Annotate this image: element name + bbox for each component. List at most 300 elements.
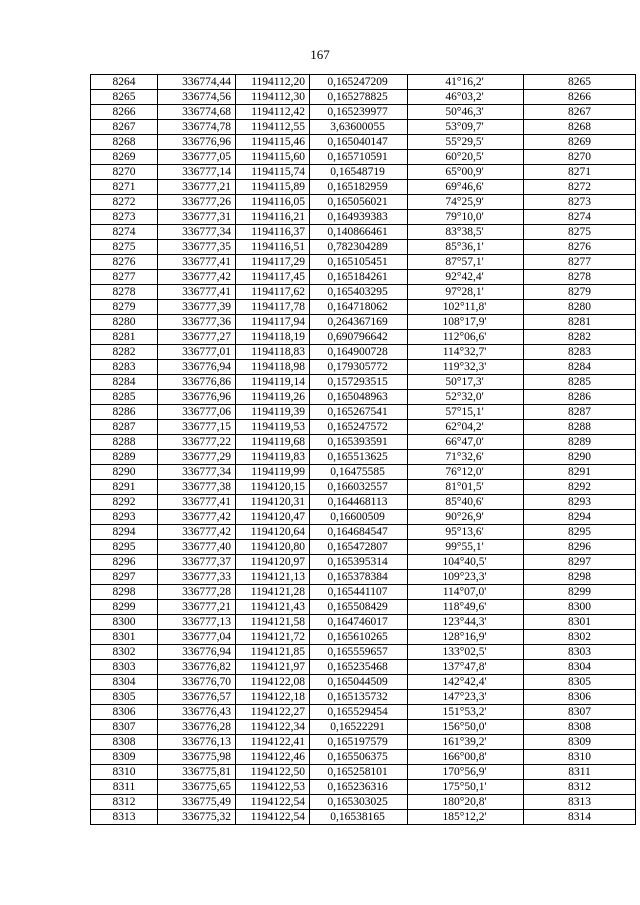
distance-cell: 0,165056021 <box>310 195 408 210</box>
table-row <box>91 75 636 90</box>
distance-cell: 0,165235468 <box>310 660 408 675</box>
x-coordinate-cell: 336777,34 <box>158 225 236 240</box>
table-row <box>91 810 636 825</box>
y-coordinate-cell: 1194118,83 <box>236 345 310 360</box>
table-row <box>91 240 636 255</box>
next-point-cell: 8275 <box>524 225 636 240</box>
distance-cell: 0,264367169 <box>310 315 408 330</box>
x-coordinate-cell: 336777,34 <box>158 465 236 480</box>
distance-cell: 0,140866461 <box>310 225 408 240</box>
table-row <box>91 255 636 270</box>
distance-cell: 0,16548719 <box>310 165 408 180</box>
bearing-cell: 133°02,5' <box>408 645 524 660</box>
table-row <box>91 165 636 180</box>
y-coordinate-cell: 1194122,53 <box>236 780 310 795</box>
distance-cell: 0,165559657 <box>310 645 408 660</box>
bearing-cell: 79°10,0' <box>408 210 524 225</box>
x-coordinate-cell: 336776,96 <box>158 135 236 150</box>
table-row <box>91 315 636 330</box>
bearing-cell: 170°56,9' <box>408 765 524 780</box>
y-coordinate-cell: 1194117,78 <box>236 300 310 315</box>
x-coordinate-cell: 336777,41 <box>158 255 236 270</box>
next-point-cell: 8289 <box>524 435 636 450</box>
point-number-cell: 8312 <box>91 795 158 810</box>
table-row <box>91 480 636 495</box>
next-point-cell: 8304 <box>524 660 636 675</box>
distance-cell: 0,164939383 <box>310 210 408 225</box>
x-coordinate-cell: 336777,40 <box>158 540 236 555</box>
y-coordinate-cell: 1194122,54 <box>236 810 310 825</box>
y-coordinate-cell: 1194119,26 <box>236 390 310 405</box>
y-coordinate-cell: 1194119,68 <box>236 435 310 450</box>
y-coordinate-cell: 1194119,53 <box>236 420 310 435</box>
y-coordinate-cell: 1194121,28 <box>236 585 310 600</box>
point-number-cell: 8293 <box>91 510 158 525</box>
table-row <box>91 360 636 375</box>
point-number-cell: 8285 <box>91 390 158 405</box>
distance-cell: 0,165182959 <box>310 180 408 195</box>
point-number-cell: 8264 <box>91 75 158 90</box>
next-point-cell: 8295 <box>524 525 636 540</box>
point-number-cell: 8308 <box>91 735 158 750</box>
point-number-cell: 8284 <box>91 375 158 390</box>
coordinates-table-body <box>91 75 636 825</box>
table-row <box>91 525 636 540</box>
table-row <box>91 270 636 285</box>
next-point-cell: 8286 <box>524 390 636 405</box>
table-row <box>91 765 636 780</box>
table-row <box>91 615 636 630</box>
y-coordinate-cell: 1194122,54 <box>236 795 310 810</box>
next-point-cell: 8287 <box>524 405 636 420</box>
x-coordinate-cell: 336776,82 <box>158 660 236 675</box>
bearing-cell: 161°39,2' <box>408 735 524 750</box>
x-coordinate-cell: 336774,78 <box>158 120 236 135</box>
point-number-cell: 8300 <box>91 615 158 630</box>
table-row <box>91 375 636 390</box>
point-number-cell: 8278 <box>91 285 158 300</box>
y-coordinate-cell: 1194116,51 <box>236 240 310 255</box>
table-row <box>91 225 636 240</box>
distance-cell: 0,165247209 <box>310 75 408 90</box>
x-coordinate-cell: 336775,81 <box>158 765 236 780</box>
y-coordinate-cell: 1194122,50 <box>236 765 310 780</box>
point-number-cell: 8302 <box>91 645 158 660</box>
x-coordinate-cell: 336774,56 <box>158 90 236 105</box>
distance-cell: 0,165393591 <box>310 435 408 450</box>
next-point-cell: 8284 <box>524 360 636 375</box>
x-coordinate-cell: 336776,96 <box>158 390 236 405</box>
distance-cell: 0,16538165 <box>310 810 408 825</box>
y-coordinate-cell: 1194112,30 <box>236 90 310 105</box>
next-point-cell: 8311 <box>524 765 636 780</box>
distance-cell: 0,165040147 <box>310 135 408 150</box>
bearing-cell: 114°32,7' <box>408 345 524 360</box>
bearing-cell: 114°07,0' <box>408 585 524 600</box>
x-coordinate-cell: 336777,29 <box>158 450 236 465</box>
point-number-cell: 8291 <box>91 480 158 495</box>
point-number-cell: 8304 <box>91 675 158 690</box>
x-coordinate-cell: 336777,37 <box>158 555 236 570</box>
distance-cell: 0,165184261 <box>310 270 408 285</box>
bearing-cell: 180°20,8' <box>408 795 524 810</box>
x-coordinate-cell: 336776,28 <box>158 720 236 735</box>
y-coordinate-cell: 1194121,58 <box>236 615 310 630</box>
next-point-cell: 8302 <box>524 630 636 645</box>
distance-cell: 0,165258101 <box>310 765 408 780</box>
bearing-cell: 60°20,5' <box>408 150 524 165</box>
x-coordinate-cell: 336775,49 <box>158 795 236 810</box>
next-point-cell: 8314 <box>524 810 636 825</box>
y-coordinate-cell: 1194116,05 <box>236 195 310 210</box>
bearing-cell: 119°32,3' <box>408 360 524 375</box>
next-point-cell: 8291 <box>524 465 636 480</box>
y-coordinate-cell: 1194112,20 <box>236 75 310 90</box>
x-coordinate-cell: 336777,22 <box>158 435 236 450</box>
next-point-cell: 8265 <box>524 75 636 90</box>
next-point-cell: 8297 <box>524 555 636 570</box>
bearing-cell: 55°29,5' <box>408 135 524 150</box>
point-number-cell: 8270 <box>91 165 158 180</box>
next-point-cell: 8292 <box>524 480 636 495</box>
bearing-cell: 65°00,9' <box>408 165 524 180</box>
x-coordinate-cell: 336777,26 <box>158 195 236 210</box>
y-coordinate-cell: 1194115,60 <box>236 150 310 165</box>
point-number-cell: 8271 <box>91 180 158 195</box>
distance-cell: 0,165441107 <box>310 585 408 600</box>
x-coordinate-cell: 336777,21 <box>158 600 236 615</box>
next-point-cell: 8266 <box>524 90 636 105</box>
bearing-cell: 76°12,0' <box>408 465 524 480</box>
table-row <box>91 390 636 405</box>
bearing-cell: 85°40,6' <box>408 495 524 510</box>
x-coordinate-cell: 336777,15 <box>158 420 236 435</box>
point-number-cell: 8276 <box>91 255 158 270</box>
y-coordinate-cell: 1194117,62 <box>236 285 310 300</box>
point-number-cell: 8281 <box>91 330 158 345</box>
bearing-cell: 87°57,1' <box>408 255 524 270</box>
table-row <box>91 735 636 750</box>
table-row <box>91 750 636 765</box>
x-coordinate-cell: 336777,39 <box>158 300 236 315</box>
x-coordinate-cell: 336777,04 <box>158 630 236 645</box>
x-coordinate-cell: 336775,98 <box>158 750 236 765</box>
next-point-cell: 8278 <box>524 270 636 285</box>
x-coordinate-cell: 336775,32 <box>158 810 236 825</box>
distance-cell: 0,164684547 <box>310 525 408 540</box>
table-row <box>91 195 636 210</box>
y-coordinate-cell: 1194116,37 <box>236 225 310 240</box>
distance-cell: 0,164746017 <box>310 615 408 630</box>
y-coordinate-cell: 1194122,18 <box>236 690 310 705</box>
table-row <box>91 660 636 675</box>
bearing-cell: 166°00,8' <box>408 750 524 765</box>
next-point-cell: 8301 <box>524 615 636 630</box>
y-coordinate-cell: 1194120,64 <box>236 525 310 540</box>
point-number-cell: 8292 <box>91 495 158 510</box>
x-coordinate-cell: 336776,57 <box>158 690 236 705</box>
distance-cell: 0,165710591 <box>310 150 408 165</box>
next-point-cell: 8307 <box>524 705 636 720</box>
table-row <box>91 555 636 570</box>
table-row <box>91 570 636 585</box>
table-row <box>91 435 636 450</box>
bearing-cell: 156°50,0' <box>408 720 524 735</box>
x-coordinate-cell: 336776,70 <box>158 675 236 690</box>
distance-cell: 0,16475585 <box>310 465 408 480</box>
x-coordinate-cell: 336777,36 <box>158 315 236 330</box>
y-coordinate-cell: 1194121,85 <box>236 645 310 660</box>
point-number-cell: 8296 <box>91 555 158 570</box>
next-point-cell: 8299 <box>524 585 636 600</box>
y-coordinate-cell: 1194121,13 <box>236 570 310 585</box>
distance-cell: 0,164718062 <box>310 300 408 315</box>
x-coordinate-cell: 336777,42 <box>158 525 236 540</box>
point-number-cell: 8266 <box>91 105 158 120</box>
table-row <box>91 465 636 480</box>
y-coordinate-cell: 1194115,46 <box>236 135 310 150</box>
x-coordinate-cell: 336777,41 <box>158 495 236 510</box>
next-point-cell: 8277 <box>524 255 636 270</box>
point-number-cell: 8309 <box>91 750 158 765</box>
x-coordinate-cell: 336777,35 <box>158 240 236 255</box>
point-number-cell: 8290 <box>91 465 158 480</box>
bearing-cell: 97°28,1' <box>408 285 524 300</box>
table-row <box>91 630 636 645</box>
next-point-cell: 8308 <box>524 720 636 735</box>
distance-cell: 0,165508429 <box>310 600 408 615</box>
bearing-cell: 95°13,6' <box>408 525 524 540</box>
next-point-cell: 8309 <box>524 735 636 750</box>
distance-cell: 0,782304289 <box>310 240 408 255</box>
distance-cell: 0,165247572 <box>310 420 408 435</box>
bearing-cell: 123°44,3' <box>408 615 524 630</box>
bearing-cell: 66°47,0' <box>408 435 524 450</box>
y-coordinate-cell: 1194122,08 <box>236 675 310 690</box>
bearing-cell: 185°12,2' <box>408 810 524 825</box>
x-coordinate-cell: 336777,38 <box>158 480 236 495</box>
distance-cell: 0,157293515 <box>310 375 408 390</box>
distance-cell: 0,165529454 <box>310 705 408 720</box>
next-point-cell: 8294 <box>524 510 636 525</box>
bearing-cell: 71°32,6' <box>408 450 524 465</box>
distance-cell: 0,165278825 <box>310 90 408 105</box>
next-point-cell: 8269 <box>524 135 636 150</box>
y-coordinate-cell: 1194112,55 <box>236 120 310 135</box>
x-coordinate-cell: 336776,94 <box>158 645 236 660</box>
next-point-cell: 8293 <box>524 495 636 510</box>
next-point-cell: 8271 <box>524 165 636 180</box>
y-coordinate-cell: 1194119,14 <box>236 375 310 390</box>
next-point-cell: 8267 <box>524 105 636 120</box>
next-point-cell: 8298 <box>524 570 636 585</box>
point-number-cell: 8310 <box>91 765 158 780</box>
next-point-cell: 8279 <box>524 285 636 300</box>
x-coordinate-cell: 336774,68 <box>158 105 236 120</box>
bearing-cell: 46°03,2' <box>408 90 524 105</box>
table-row <box>91 645 636 660</box>
y-coordinate-cell: 1194112,42 <box>236 105 310 120</box>
point-number-cell: 8295 <box>91 540 158 555</box>
distance-cell: 0,165135732 <box>310 690 408 705</box>
bearing-cell: 151°53,2' <box>408 705 524 720</box>
next-point-cell: 8313 <box>524 795 636 810</box>
point-number-cell: 8265 <box>91 90 158 105</box>
x-coordinate-cell: 336777,42 <box>158 510 236 525</box>
y-coordinate-cell: 1194118,19 <box>236 330 310 345</box>
y-coordinate-cell: 1194120,31 <box>236 495 310 510</box>
bearing-cell: 62°04,2' <box>408 420 524 435</box>
table-row <box>91 540 636 555</box>
bearing-cell: 50°46,3' <box>408 105 524 120</box>
table-row <box>91 795 636 810</box>
distance-cell: 0,179305772 <box>310 360 408 375</box>
table-row <box>91 690 636 705</box>
bearing-cell: 112°06,6' <box>408 330 524 345</box>
bearing-cell: 85°36,1' <box>408 240 524 255</box>
x-coordinate-cell: 336777,33 <box>158 570 236 585</box>
y-coordinate-cell: 1194118,98 <box>236 360 310 375</box>
bearing-cell: 128°16,9' <box>408 630 524 645</box>
x-coordinate-cell: 336776,94 <box>158 360 236 375</box>
bearing-cell: 57°15,1' <box>408 405 524 420</box>
distance-cell: 0,164468113 <box>310 495 408 510</box>
table-row <box>91 180 636 195</box>
bearing-cell: 83°38,5' <box>408 225 524 240</box>
x-coordinate-cell: 336777,42 <box>158 270 236 285</box>
distance-cell: 0,165506375 <box>310 750 408 765</box>
y-coordinate-cell: 1194115,74 <box>236 165 310 180</box>
x-coordinate-cell: 336777,27 <box>158 330 236 345</box>
distance-cell: 0,165395314 <box>310 555 408 570</box>
y-coordinate-cell: 1194120,15 <box>236 480 310 495</box>
x-coordinate-cell: 336777,06 <box>158 405 236 420</box>
distance-cell: 0,165378384 <box>310 570 408 585</box>
y-coordinate-cell: 1194121,43 <box>236 600 310 615</box>
y-coordinate-cell: 1194122,27 <box>236 705 310 720</box>
x-coordinate-cell: 336777,14 <box>158 165 236 180</box>
bearing-cell: 104°40,5' <box>408 555 524 570</box>
bearing-cell: 53°09,7' <box>408 120 524 135</box>
next-point-cell: 8283 <box>524 345 636 360</box>
point-number-cell: 8268 <box>91 135 158 150</box>
x-coordinate-cell: 336777,21 <box>158 180 236 195</box>
table-row <box>91 495 636 510</box>
distance-cell: 0,165303025 <box>310 795 408 810</box>
distance-cell: 0,165239977 <box>310 105 408 120</box>
next-point-cell: 8276 <box>524 240 636 255</box>
bearing-cell: 41°16,2' <box>408 75 524 90</box>
table-row <box>91 780 636 795</box>
next-point-cell: 8268 <box>524 120 636 135</box>
next-point-cell: 8272 <box>524 180 636 195</box>
y-coordinate-cell: 1194117,45 <box>236 270 310 285</box>
point-number-cell: 8289 <box>91 450 158 465</box>
point-number-cell: 8279 <box>91 300 158 315</box>
y-coordinate-cell: 1194122,34 <box>236 720 310 735</box>
bearing-cell: 52°32,0' <box>408 390 524 405</box>
bearing-cell: 99°55,1' <box>408 540 524 555</box>
x-coordinate-cell: 336777,28 <box>158 585 236 600</box>
page-number: 167 <box>310 47 330 62</box>
x-coordinate-cell: 336775,65 <box>158 780 236 795</box>
distance-cell: 0,165403295 <box>310 285 408 300</box>
bearing-cell: 118°49,6' <box>408 600 524 615</box>
y-coordinate-cell: 1194115,89 <box>236 180 310 195</box>
y-coordinate-cell: 1194121,97 <box>236 660 310 675</box>
y-coordinate-cell: 1194120,97 <box>236 555 310 570</box>
point-number-cell: 8313 <box>91 810 158 825</box>
point-number-cell: 8297 <box>91 570 158 585</box>
point-number-cell: 8287 <box>91 420 158 435</box>
bearing-cell: 137°47,8' <box>408 660 524 675</box>
x-coordinate-cell: 336777,41 <box>158 285 236 300</box>
distance-cell: 0,165472807 <box>310 540 408 555</box>
distance-cell: 3,63600055 <box>310 120 408 135</box>
point-number-cell: 8298 <box>91 585 158 600</box>
point-number-cell: 8277 <box>91 270 158 285</box>
point-number-cell: 8269 <box>91 150 158 165</box>
next-point-cell: 8281 <box>524 315 636 330</box>
distance-cell: 0,165610265 <box>310 630 408 645</box>
next-point-cell: 8282 <box>524 330 636 345</box>
table-row <box>91 285 636 300</box>
distance-cell: 0,16600509 <box>310 510 408 525</box>
distance-cell: 0,165105451 <box>310 255 408 270</box>
point-number-cell: 8307 <box>91 720 158 735</box>
bearing-cell: 81°01,5' <box>408 480 524 495</box>
distance-cell: 0,165048963 <box>310 390 408 405</box>
point-number-cell: 8306 <box>91 705 158 720</box>
distance-cell: 0,166032557 <box>310 480 408 495</box>
point-number-cell: 8311 <box>91 780 158 795</box>
coordinates-table <box>90 74 636 825</box>
y-coordinate-cell: 1194117,94 <box>236 315 310 330</box>
next-point-cell: 8270 <box>524 150 636 165</box>
point-number-cell: 8280 <box>91 315 158 330</box>
distance-cell: 0,165267541 <box>310 405 408 420</box>
bearing-cell: 108°17,9' <box>408 315 524 330</box>
distance-cell: 0,165236316 <box>310 780 408 795</box>
y-coordinate-cell: 1194121,72 <box>236 630 310 645</box>
bearing-cell: 175°50,1' <box>408 780 524 795</box>
bearing-cell: 74°25,9' <box>408 195 524 210</box>
distance-cell: 0,16522291 <box>310 720 408 735</box>
table-row <box>91 420 636 435</box>
table-row <box>91 105 636 120</box>
table-row <box>91 90 636 105</box>
point-number-cell: 8272 <box>91 195 158 210</box>
bearing-cell: 90°26,9' <box>408 510 524 525</box>
y-coordinate-cell: 1194117,29 <box>236 255 310 270</box>
point-number-cell: 8286 <box>91 405 158 420</box>
table-row <box>91 705 636 720</box>
next-point-cell: 8305 <box>524 675 636 690</box>
next-point-cell: 8280 <box>524 300 636 315</box>
point-number-cell: 8273 <box>91 210 158 225</box>
y-coordinate-cell: 1194119,39 <box>236 405 310 420</box>
table-row <box>91 330 636 345</box>
y-coordinate-cell: 1194120,47 <box>236 510 310 525</box>
table-row <box>91 150 636 165</box>
bearing-cell: 50°17,3' <box>408 375 524 390</box>
next-point-cell: 8306 <box>524 690 636 705</box>
x-coordinate-cell: 336777,13 <box>158 615 236 630</box>
y-coordinate-cell: 1194116,21 <box>236 210 310 225</box>
x-coordinate-cell: 336776,86 <box>158 375 236 390</box>
table-row <box>91 210 636 225</box>
y-coordinate-cell: 1194122,41 <box>236 735 310 750</box>
